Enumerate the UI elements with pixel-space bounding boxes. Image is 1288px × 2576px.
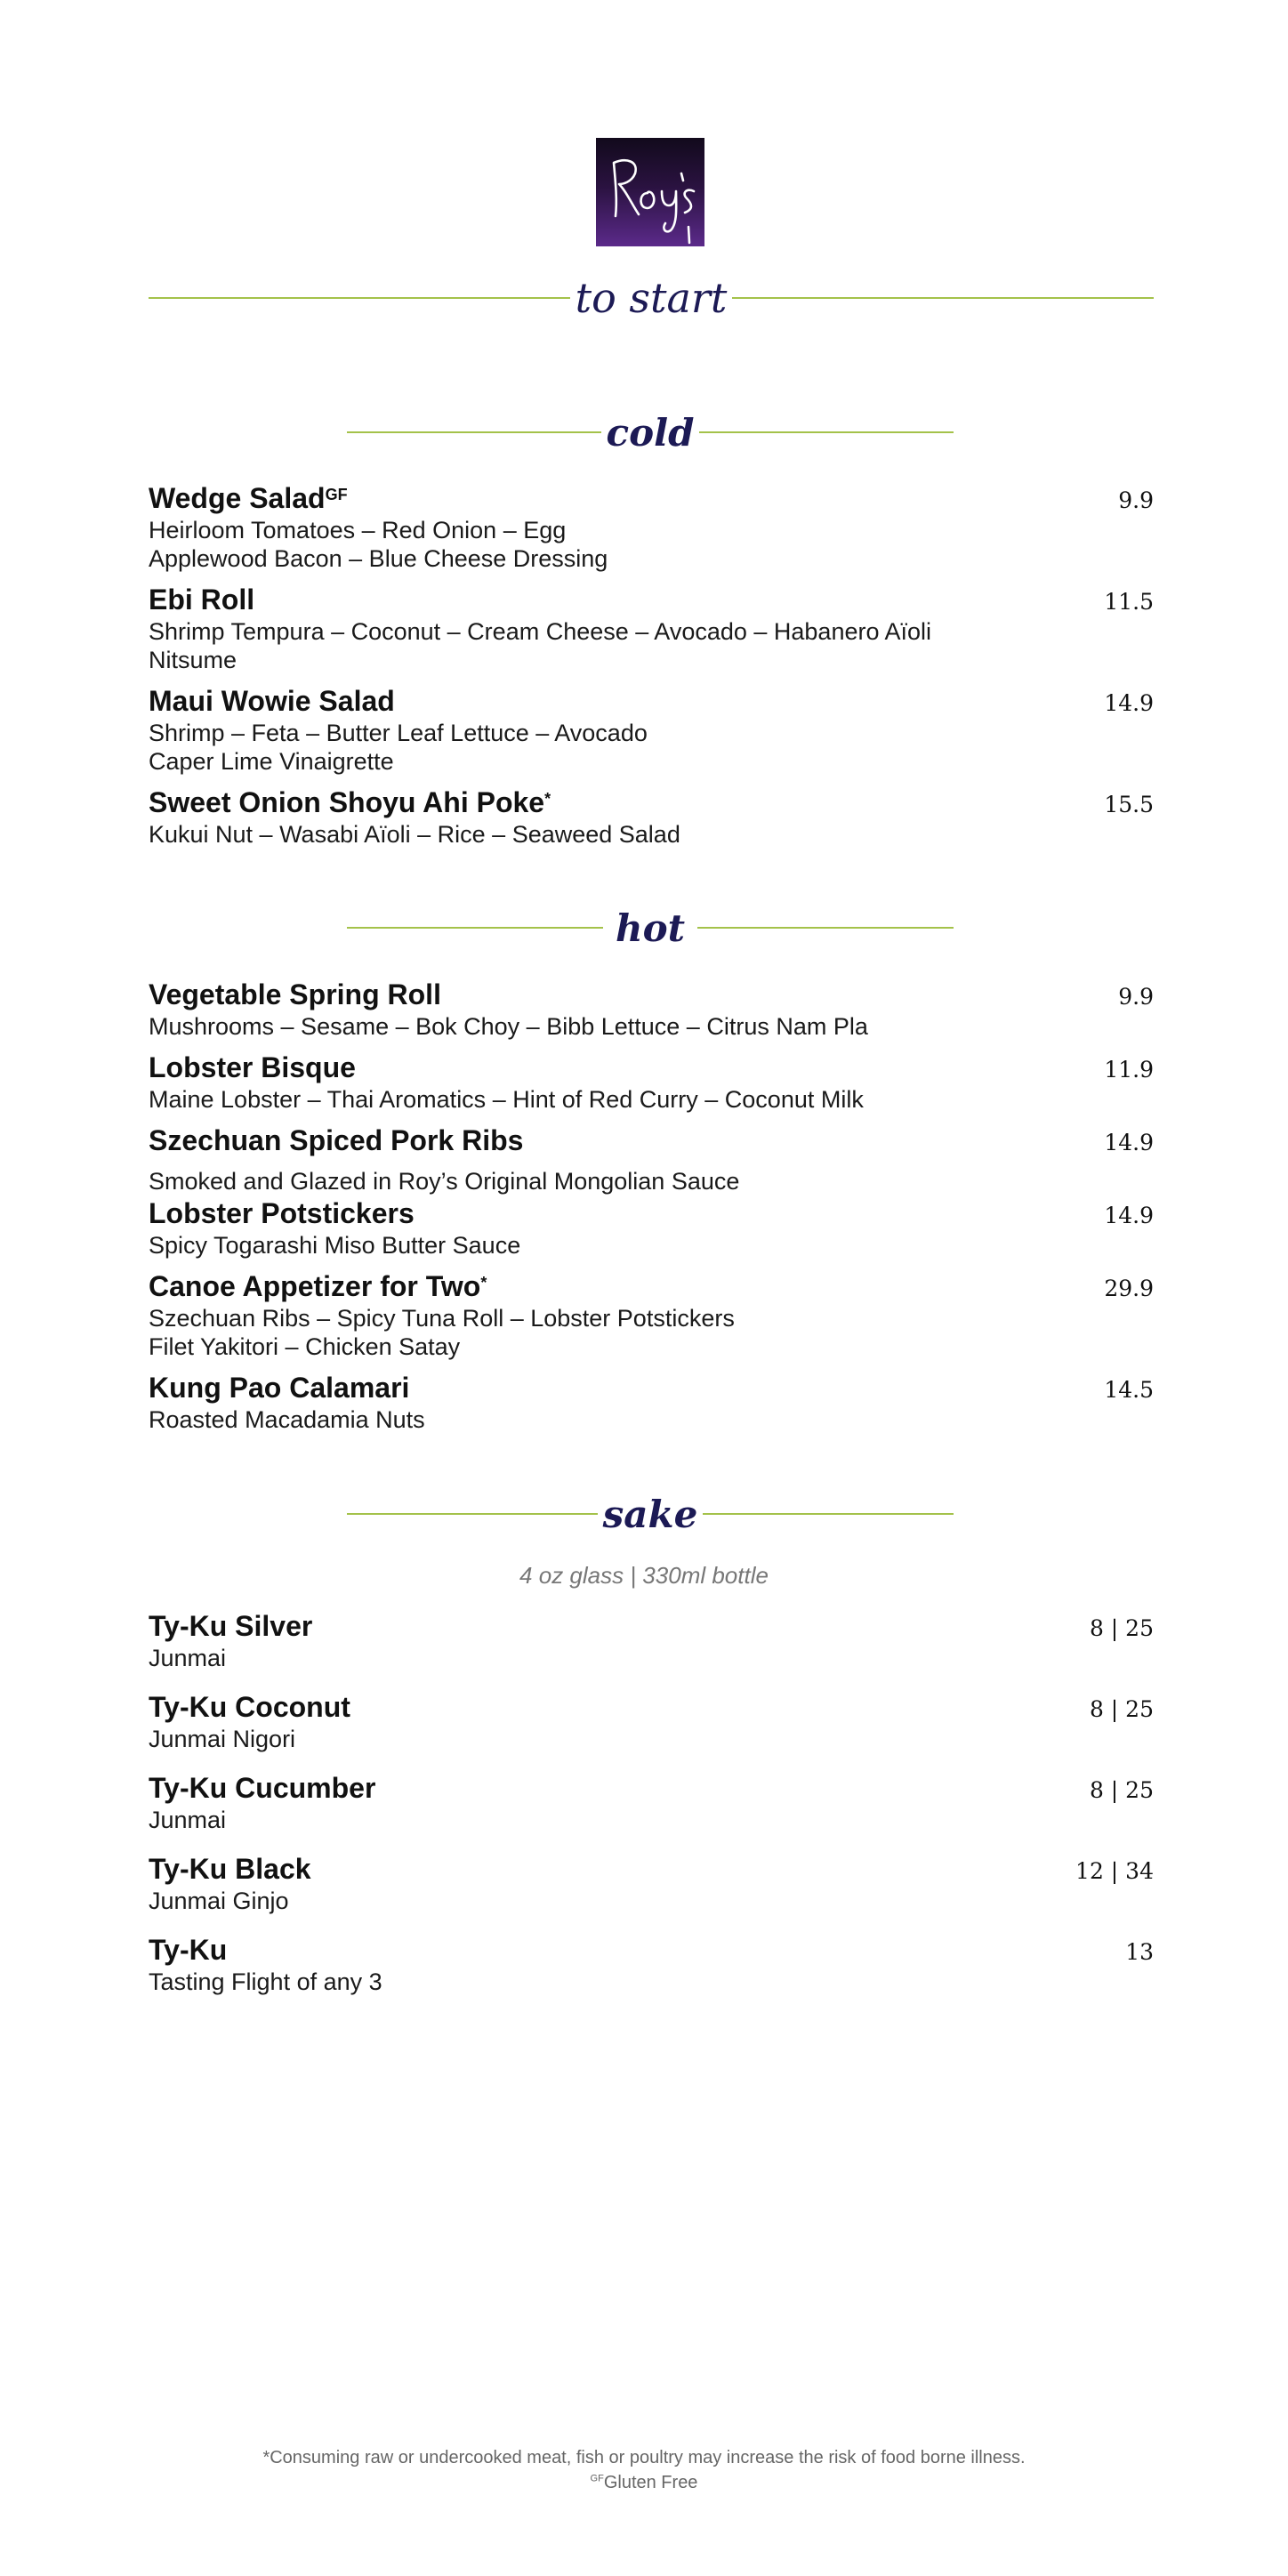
item-description: Shrimp Tempura – Coconut – Cream Cheese – Avocado – Habanero Aïoli bbox=[149, 618, 932, 645]
item-name: Ty-Ku Cucumber bbox=[149, 1772, 376, 1804]
raw-warning-mark: * bbox=[544, 790, 551, 808]
menu-item bbox=[149, 1770, 1154, 1834]
heading-rule-right bbox=[699, 431, 954, 433]
section-title: cold bbox=[606, 410, 695, 455]
heading-rule-right bbox=[697, 927, 954, 929]
page-title: to start bbox=[575, 274, 728, 322]
item-name: Sweet Onion Shoyu Ahi Poke* bbox=[149, 786, 551, 818]
menu-item bbox=[149, 785, 1154, 849]
menu-item bbox=[149, 977, 1154, 1041]
item-name: Ebi Roll bbox=[149, 584, 255, 616]
item-price: 14.9 bbox=[1104, 1130, 1154, 1155]
section-heading-hot bbox=[347, 901, 954, 954]
item-description: Maine Lobster – Thai Aromatics – Hint of Red Curry – Coconut Milk bbox=[149, 1086, 864, 1113]
menu-item bbox=[149, 1370, 1154, 1434]
heading-rule-left bbox=[347, 431, 601, 433]
gluten-free-mark: GF bbox=[325, 486, 348, 503]
heading-rule-right bbox=[732, 297, 1154, 299]
item-name: Maui Wowie Salad bbox=[149, 685, 395, 717]
item-price: 14.9 bbox=[1104, 1203, 1154, 1228]
item-description: Smoked and Glazed in Roy’s Original Mongolian Sauce bbox=[149, 1168, 740, 1195]
menu-item bbox=[149, 683, 1154, 776]
item-name: Canoe Appetizer for Two* bbox=[149, 1270, 487, 1302]
section-heading-sake bbox=[347, 1487, 954, 1541]
item-name: Lobster Potstickers bbox=[149, 1197, 415, 1229]
item-price: 13 bbox=[1125, 1939, 1154, 1965]
heading-rule-left bbox=[347, 1513, 598, 1515]
item-price: 9.9 bbox=[1118, 984, 1154, 1010]
item-description: Nitsume bbox=[149, 647, 237, 673]
item-price: 8 | 25 bbox=[1089, 1615, 1154, 1641]
item-name: Vegetable Spring Roll bbox=[149, 978, 441, 1010]
item-description: Spicy Togarashi Miso Butter Sauce bbox=[149, 1232, 521, 1259]
menu-item bbox=[149, 1268, 1154, 1361]
item-description: Filet Yakitori – Chicken Satay bbox=[149, 1333, 461, 1360]
item-description: Shrimp – Feta – Butter Leaf Lettuce – Avocado bbox=[149, 720, 648, 746]
item-name: Ty-Ku Coconut bbox=[149, 1691, 350, 1723]
item-price: 11.9 bbox=[1104, 1057, 1154, 1083]
item-description: Tasting Flight of any 3 bbox=[149, 1968, 382, 1995]
gluten-free-mark: GF bbox=[590, 2473, 604, 2484]
item-price: 14.9 bbox=[1104, 690, 1154, 716]
item-name: Szechuan Spiced Pork Ribs bbox=[149, 1124, 524, 1156]
item-name: Lobster Bisque bbox=[149, 1051, 356, 1083]
section-title: hot bbox=[616, 906, 685, 950]
menu-item bbox=[149, 480, 1154, 573]
item-description: Junmai bbox=[149, 1645, 227, 1671]
item-price: 8 | 25 bbox=[1089, 1777, 1154, 1803]
item-name: Ty-Ku bbox=[149, 1934, 228, 1966]
heading-rule-right bbox=[703, 1513, 954, 1515]
item-description: Junmai Ginjo bbox=[149, 1888, 289, 1914]
logo-mark-icon bbox=[596, 138, 704, 246]
item-name: Ty-Ku Black bbox=[149, 1853, 311, 1885]
heading-rule-left bbox=[149, 297, 570, 299]
item-price: 9.9 bbox=[1118, 487, 1154, 513]
menu-item bbox=[149, 1195, 1154, 1260]
item-name: Ty-Ku Silver bbox=[149, 1610, 313, 1642]
raw-warning-mark: * bbox=[480, 1274, 487, 1292]
menu-item bbox=[149, 1123, 1154, 1195]
item-description: Junmai Nigori bbox=[149, 1726, 296, 1752]
item-description: Mushrooms – Sesame – Bok Choy – Bibb Lettuce – Citrus Nam Pla bbox=[149, 1013, 868, 1040]
menu-item bbox=[149, 1608, 1154, 1672]
item-description: Caper Lime Vinaigrette bbox=[149, 748, 394, 775]
menu-item bbox=[149, 1050, 1154, 1114]
section-title: sake bbox=[602, 1492, 698, 1536]
raw-food-disclaimer: *Consuming raw or undercooked meat, fish or poultry may increase the risk of food borne illness. bbox=[262, 2448, 1026, 2467]
menu-item bbox=[149, 1851, 1154, 1915]
item-description: Szechuan Ribs – Spicy Tuna Roll – Lobster Potstickers bbox=[149, 1305, 735, 1332]
item-description: Applewood Bacon – Blue Cheese Dressing bbox=[149, 545, 608, 572]
item-price: 15.5 bbox=[1104, 792, 1154, 817]
item-price: 14.5 bbox=[1104, 1377, 1154, 1403]
item-name: Kung Pao Calamari bbox=[149, 1372, 410, 1404]
section-heading-to-start bbox=[149, 267, 1154, 329]
item-name: Wedge Salad$^{GF}$ bbox=[149, 482, 348, 514]
item-description: Heirloom Tomatoes – Red Onion – Egg bbox=[149, 517, 567, 543]
item-price: 8 | 25 bbox=[1089, 1696, 1154, 1722]
item-price: 11.5 bbox=[1104, 589, 1154, 615]
menu-item bbox=[149, 1689, 1154, 1753]
item-description: Kukui Nut – Wasabi Aïoli – Rice – Seaweed Salad bbox=[149, 821, 680, 848]
item-description: Roasted Macadamia Nuts bbox=[149, 1406, 425, 1433]
gluten-free-legend: $^{GF}$Gluten Free bbox=[590, 2473, 698, 2492]
sake-serving-note: 4 oz glass | 330ml bottle bbox=[519, 1562, 769, 1589]
section-heading-cold bbox=[347, 406, 954, 459]
roys-logo bbox=[596, 138, 704, 246]
item-price: 29.9 bbox=[1104, 1276, 1154, 1301]
menu-item bbox=[149, 1932, 1154, 1996]
heading-rule-left bbox=[347, 927, 603, 929]
menu-item bbox=[149, 582, 1154, 674]
item-price: 12 | 34 bbox=[1075, 1858, 1154, 1884]
item-description: Junmai bbox=[149, 1807, 227, 1833]
